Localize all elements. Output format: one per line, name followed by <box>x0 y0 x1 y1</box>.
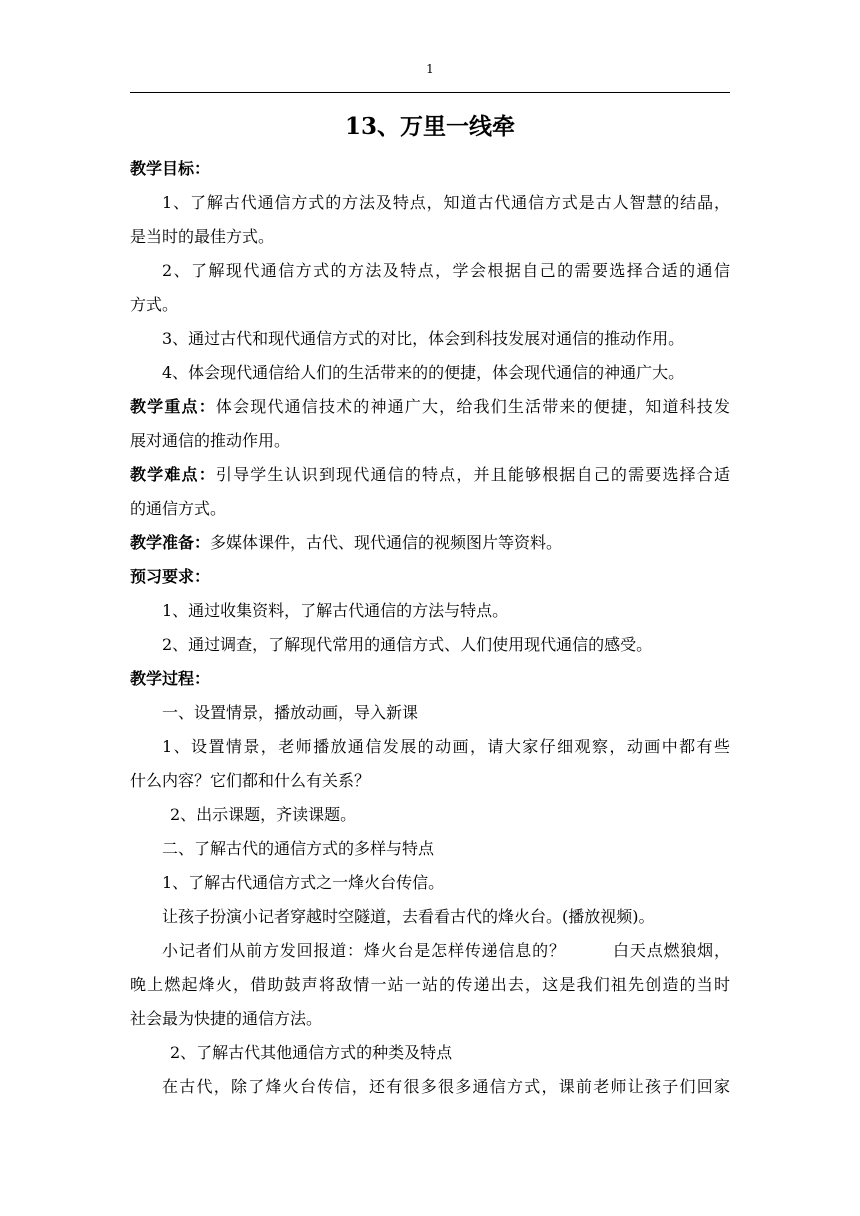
line-text: 1、了解古代通信方式之一烽火台传信。 <box>162 873 445 892</box>
page-title: 13、万里一线牵 <box>344 113 515 140</box>
text-line <box>130 254 730 288</box>
header-rule <box>130 92 730 93</box>
line-text: 1、通过收集资料，了解古代通信的方法与特点。 <box>162 601 509 620</box>
line-text: 1、设置情景，老师播放通信发展的动画，请大家仔细观察，动画中都有些 <box>162 737 730 756</box>
line-text: 是当时的最佳方式。 <box>130 227 275 246</box>
line-text: 2、通过调查，了解现代常用的通信方式、人们使用现代通信的感受。 <box>162 635 653 654</box>
text-line <box>130 322 730 356</box>
line-text: 一、设置情景，播放动画，导入新课 <box>162 703 419 722</box>
text-line <box>130 798 730 832</box>
text-line <box>130 662 730 696</box>
line-text: 的通信方式。 <box>130 499 227 518</box>
line-text: 社会最为快捷的通信方法。 <box>130 1009 323 1028</box>
text-line <box>130 764 730 798</box>
line-text: 让孩子扮演小记者穿越时空隧道，去看看古代的烽火台。(播放视频)。 <box>162 907 655 926</box>
line-text: 引导学生认识到现代通信的特点，并且能够根据自己的需要选择合适 <box>215 465 730 484</box>
text-line <box>130 934 730 968</box>
page-number: 1 <box>426 62 434 76</box>
text-line <box>130 1002 730 1036</box>
text-line <box>130 356 730 390</box>
line-text: 晚上燃起烽火，借助鼓声将敌情一站一站的传递出去，这是我们祖先创造的当时 <box>130 975 730 994</box>
section-label: 教学目标： <box>130 159 211 178</box>
line-text: 方式。 <box>130 295 179 314</box>
text-line <box>130 594 730 628</box>
text-line <box>130 492 730 526</box>
text-line <box>130 1036 730 1070</box>
section-label: 教学准备： <box>130 533 211 552</box>
text-line <box>130 628 730 662</box>
text-line <box>130 866 730 900</box>
line-text: 什么内容？它们都和什么有关系？ <box>130 771 371 790</box>
text-line <box>130 220 730 254</box>
text-line <box>130 560 730 594</box>
line-text: 1、了解古代通信方式的方法及特点，知道古代通信方式是古人智慧的结晶， <box>162 193 730 212</box>
line-text: 二、了解古代的通信方式的多样与特点 <box>162 839 435 858</box>
document-body <box>130 152 730 1104</box>
text-line <box>130 1070 730 1104</box>
text-line <box>130 696 730 730</box>
text-line <box>130 186 730 220</box>
text-line <box>130 832 730 866</box>
text-line <box>130 730 730 764</box>
line-text: 2、出示课题，齐读课题。 <box>170 805 357 824</box>
text-line <box>130 968 730 1002</box>
line-text: 多媒体课件，古代、现代通信的视频图片等资料。 <box>210 533 563 552</box>
line-text: 2、了解现代通信方式的方法及特点，学会根据自己的需要选择合适的通信 <box>162 261 730 280</box>
section-label: 教学重点： <box>130 397 216 416</box>
line-text: 3、通过古代和现代通信方式的对比，体会到科技发展对通信的推动作用。 <box>162 329 685 348</box>
text-line <box>130 152 730 186</box>
line-text: 体会现代通信技术的神通广大，给我们生活带来的便捷，知道科技发 <box>215 397 730 416</box>
line-text: 4、体会现代通信给人们的生活带来的的便捷，体会现代通信的神通广大。 <box>162 363 685 382</box>
text-line <box>130 900 730 934</box>
line-text: 小记者们从前方发回报道：烽火台是怎样传递信息的？ 白天点燃狼烟， <box>162 941 730 960</box>
text-line <box>130 288 730 322</box>
line-text: 在古代，除了烽火台传信，还有很多很多通信方式，课前老师让孩子们回家 <box>162 1077 730 1096</box>
text-line <box>130 458 730 492</box>
text-line <box>130 424 730 458</box>
section-label: 预习要求： <box>130 567 211 586</box>
section-label: 教学过程： <box>130 669 211 688</box>
line-text: 展对通信的推动作用。 <box>130 431 291 450</box>
section-label: 教学难点： <box>130 465 216 484</box>
text-line <box>130 390 730 424</box>
text-line <box>130 526 730 560</box>
line-text: 2、了解古代其他通信方式的种类及特点 <box>170 1043 453 1062</box>
